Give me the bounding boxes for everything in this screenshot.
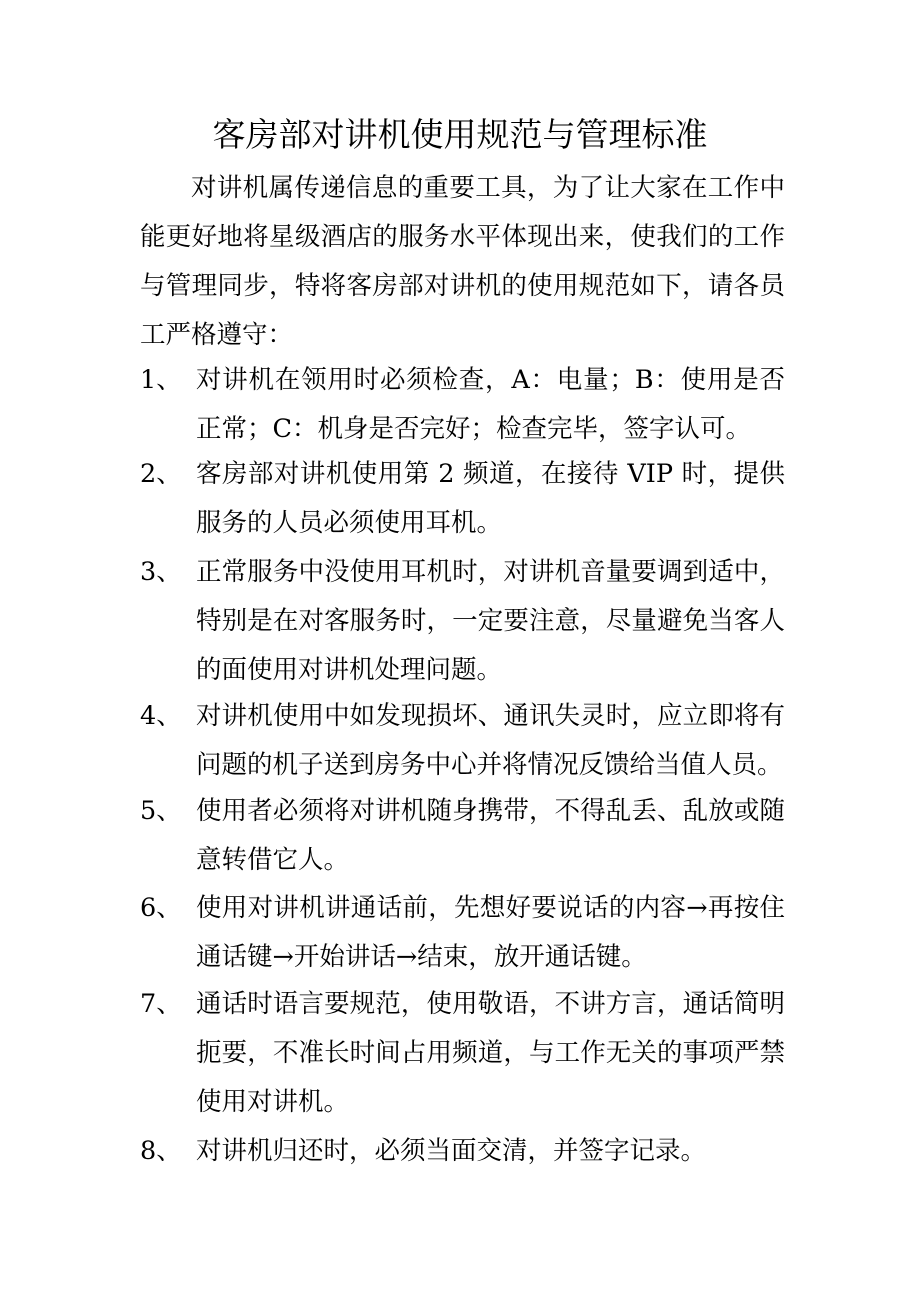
list-item — [140, 884, 785, 982]
list-item-number: 1、 — [140, 365, 182, 395]
list-item-text: 通话时语言要规范，使用敬语，不讲方言，通话简明扼要，不准长时间占用频道，与工作无关的事项严禁使用对讲机。 — [196, 989, 785, 1117]
list-item — [140, 787, 785, 885]
list-item — [140, 450, 785, 548]
list-item — [140, 692, 785, 790]
list-item-text: 使用者必须将对讲机随身携带，不得乱丢、乱放或随意转借它人。 — [196, 796, 785, 875]
intro-paragraph: 对讲机属传递信息的重要工具，为了让大家在工作中能更好地将星级酒店的服务水平体现出来，使我们的工作与管理同步，特将客房部对讲机的使用规范如下，请各员工严格遵守： — [140, 173, 785, 350]
list-item-number: 6、 — [140, 893, 182, 923]
list-item-text: 对讲机归还时，必须当面交清，并签字记录。 — [196, 1136, 707, 1166]
list-item-text: 正常服务中没使用耳机时，对讲机音量要调到适中，特别是在对客服务时，一定要注意，尽量避免当客人的面使用对讲机处理问题。 — [196, 557, 785, 685]
list-item-text: 对讲机在领用时必须检查，A：电量；B：使用是否正常；C：机身是否完好；检查完毕，签字认可。 — [196, 365, 785, 444]
list-item-number: 8、 — [140, 1136, 182, 1166]
list-item-number: 5、 — [140, 796, 182, 826]
list-item-text: 使用对讲机讲通话前，先想好要说话的内容→再按住通话键→开始讲话→结束，放开通话键。 — [196, 893, 785, 972]
list-item-number: 2、 — [140, 459, 182, 489]
list-item-number: 3、 — [140, 557, 182, 587]
list-item-number: 7、 — [140, 989, 182, 1019]
list-item-number: 4、 — [140, 701, 182, 731]
list-item — [140, 1127, 785, 1176]
list-item — [140, 548, 785, 695]
list-item — [140, 980, 785, 1127]
list-item — [140, 356, 785, 454]
list-item-text: 对讲机使用中如发现损坏、通讯失灵时，应立即将有问题的机子送到房务中心并将情况反馈给当值人员。 — [196, 701, 785, 780]
page-title: 客房部对讲机使用规范与管理标准 — [212, 115, 708, 154]
list-item-text: 客房部对讲机使用第 2 频道，在接待 VIP 时，提供服务的人员必须使用耳机。 — [196, 459, 785, 538]
